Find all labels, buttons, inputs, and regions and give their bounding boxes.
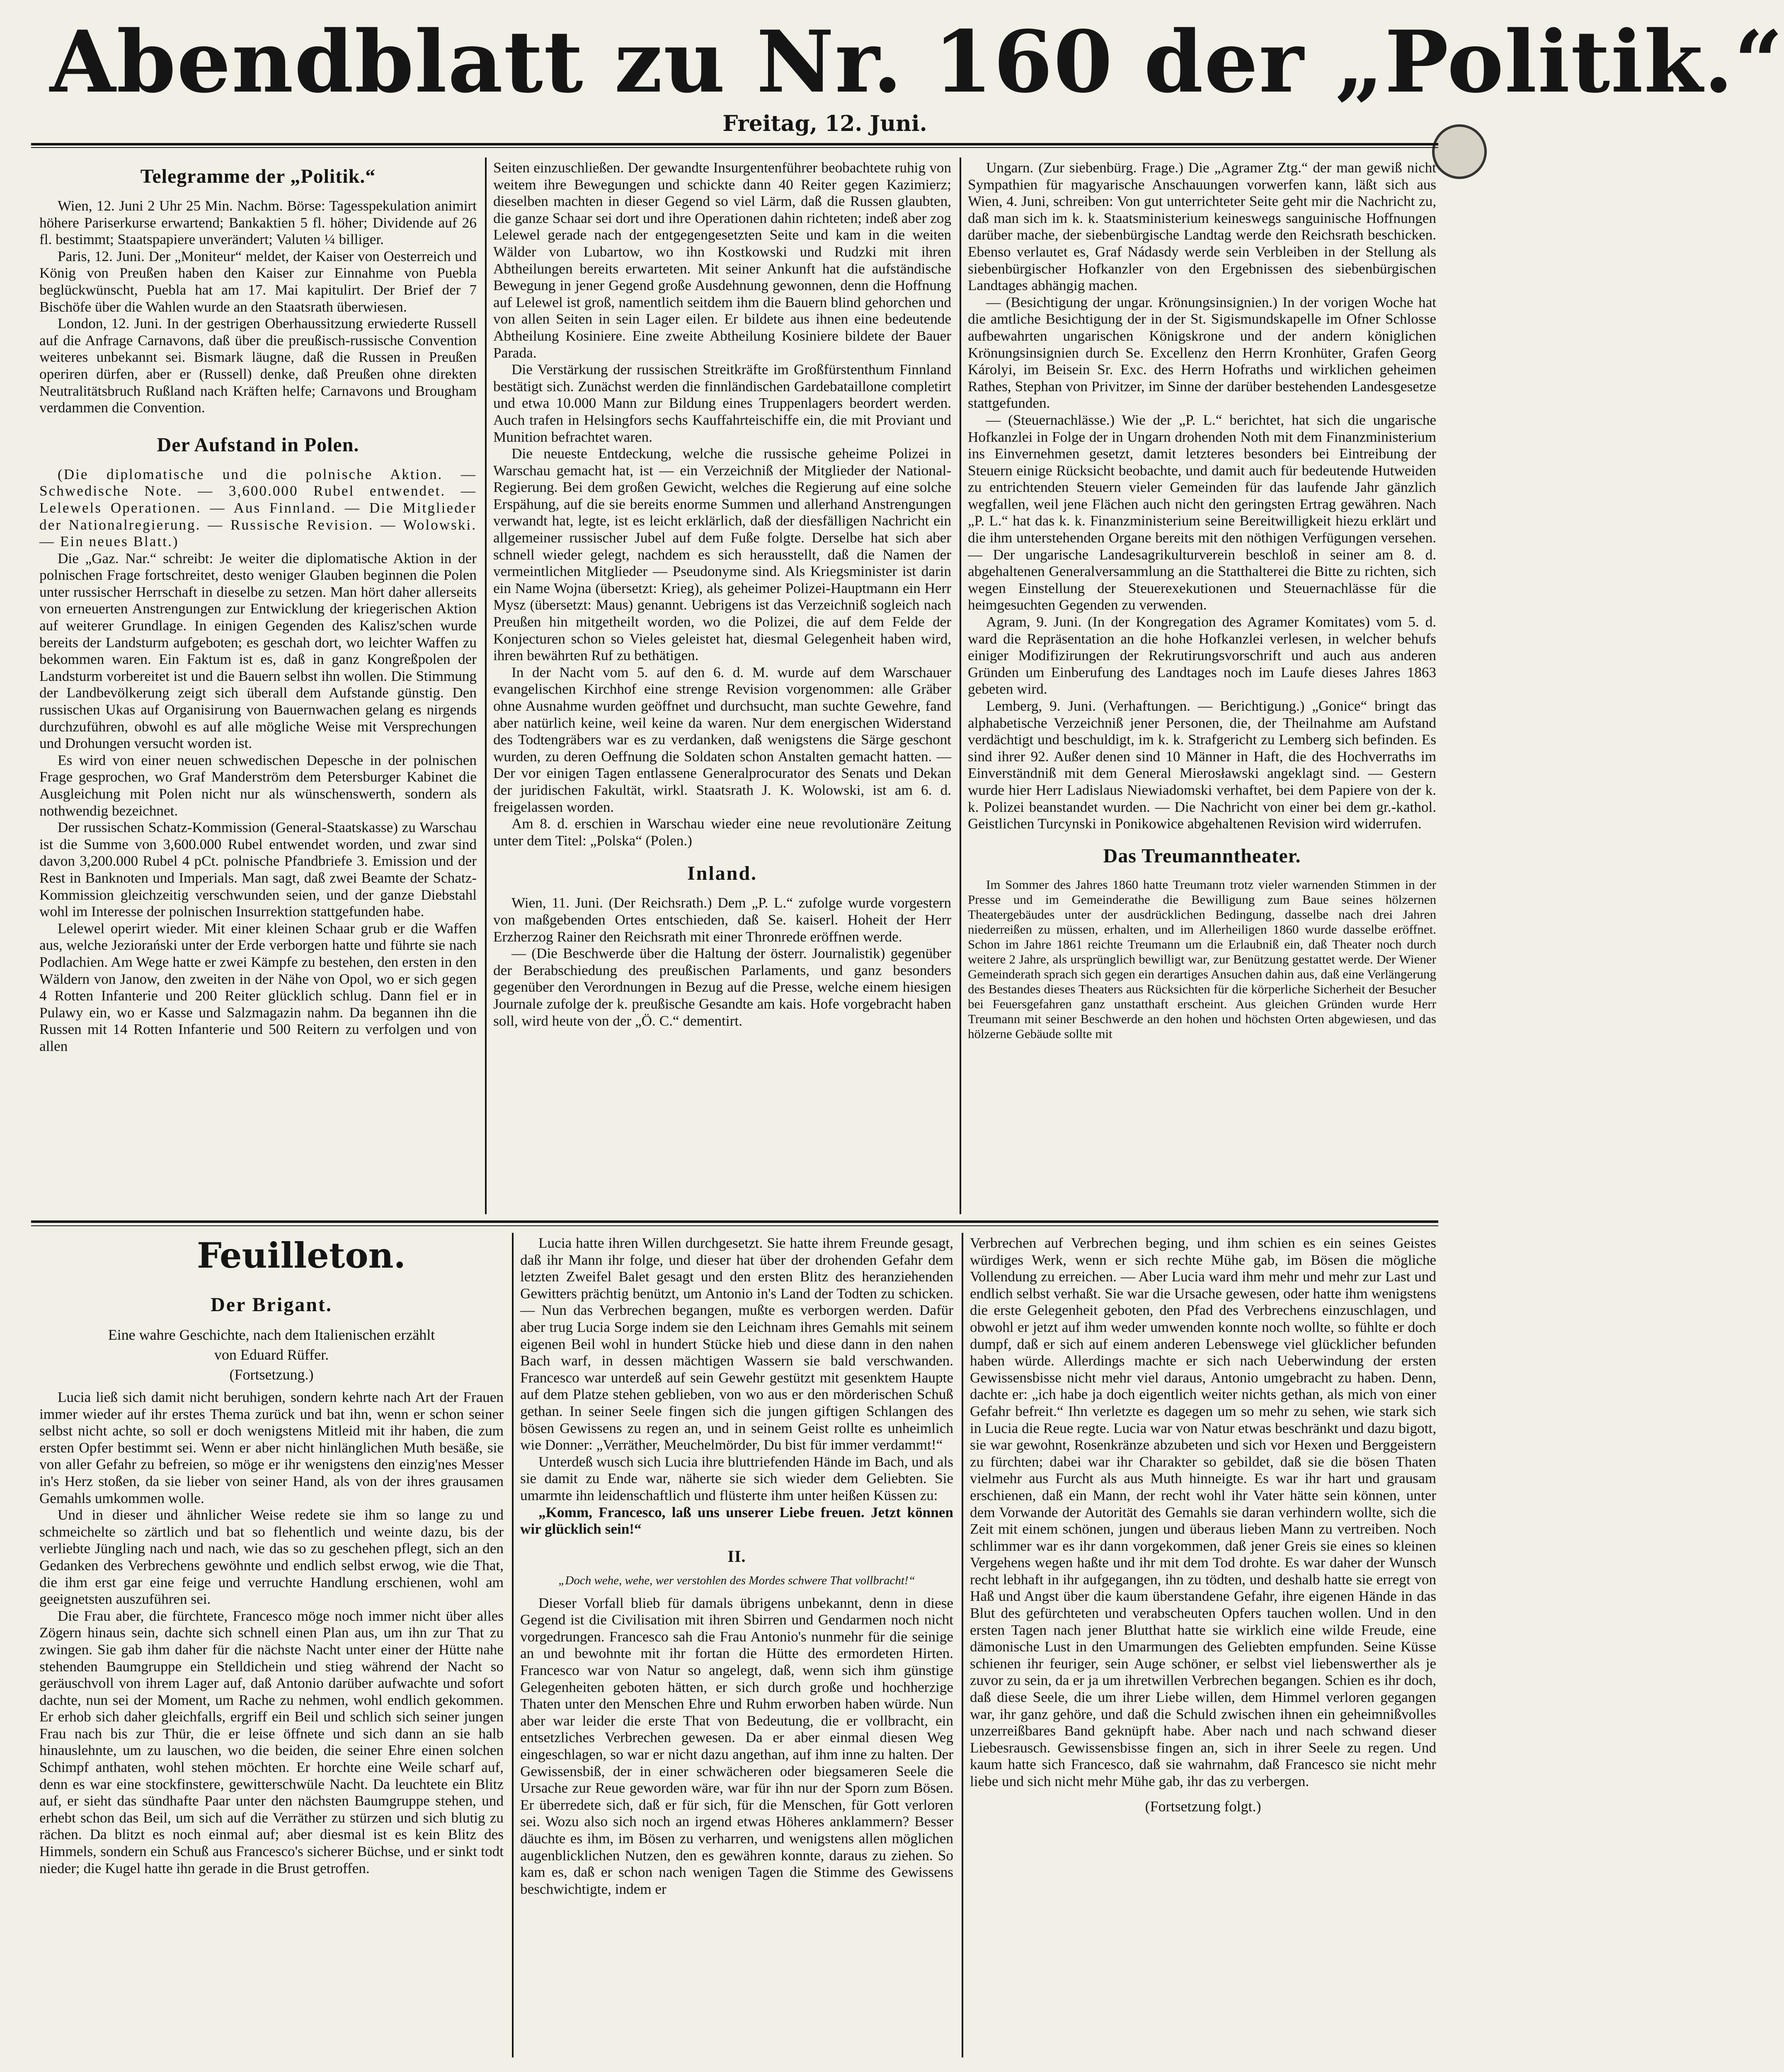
article-paragraph: Es wird von einer neuen schwedischen Depesche in der polnischen Frage gesprochen, wo Graf Manderström dem Petersburger Kabinet die Ausgleichung mit Polen nicht nur als wünschenswerth, sondern als nothwendig bezeichnet. xyxy=(39,752,477,819)
telegram: Wien, 12. Juni 2 Uhr 25 Min. Nachm. Börse: Tagesspekulation animirt höhere Pariserkurse erwartend; Bankaktien 5 fl. höher; Dividende auf 26 fl. bestimmt; Staatspapiere unverändert; Valuten ¼ billiger. xyxy=(39,198,477,248)
article-paragraph: Lelewel operirt wieder. Mit einer kleinen Schaar grub er die Waffen aus, welche Jeziorański unter der Erde verborgen hatte und führte sie nach Podlachien. Am Wege hatte er zwei Kämpfe zu bestehen, den ersten in den Wäldern von Janow, den zweiten in der Nähe von Opol, wo er sich gegen 4 Rotten Infanterie und 200 Reiter glücklich schlug. Dann fiel er in Pulawy ein, wo er Kasse und Salzmagazin nahm. Da begannen ihn die Russen mit 14 Rotten Infanterie und 500 Reitern zu verfolgen und von allen xyxy=(39,920,477,1054)
article-paragraph: Die „Gaz. Nar.“ schreibt: Je weiter die diplomatische Aktion in der polnischen Frage fortschreitet, desto weniger Glauben beginnen die Polen unter russischer Herrschaft in dieselbe zu setzen. Man hört daher allerseits von erneuerten Anstrengungen zur Entwicklung der kriegerischen Aktion auf weiterer Grundlage. In einigen Gegenden des Kalisz'schen wurde bereits der Landsturm aufgeboten; es geschah dort, wo leichter Waffen zu bekommen waren. Ein Faktum ist es, daß in ganz Kongreßpolen der Landsturm vorbereitet ist und die Bauern selbst ihn wollen. Die Stimmung der Landbevölkerung zeigt sich überall dem Aufstande günstig. Den russischen Ukas auf Organisirung von Bauernwachen gelang es nirgends durchzuführen, obwohl es auf alle mögliche Weise mit Versprechungen und Drohungen versucht worden ist. xyxy=(39,550,477,752)
issue-date: Freitag, 12. Juni. xyxy=(722,111,927,136)
feuilleton-column-2 xyxy=(520,1235,953,2060)
telegram: London, 12. Juni. In der gestrigen Oberhaussitzung erwiederte Russell auf die Anfrage Carnavons, daß über die preußisch-russische Convention weiteres unbekannt sei. Bismark läugne, daß die Russen in Preußen operiren dürfen, aber er (Russell) denke, daß Preußen ohne direkten Neutralitätsbruch Rußland nach Kräften helfe; Carnavons und Brougham verdammen die Convention. xyxy=(39,315,477,416)
story-paragraph: Verbrechen auf Verbrechen beging, und ihm schien es ein seines Geistes würdiges Werk, wenn er sich rechte Mühe gab, im Bösen die mögliche Vollendung zu erreichen. — Aber Lucia ward ihm mehr und mehr zur Last und endlich selbst verhaßt. Sie war die Ursache gewesen, oder hatte ihm wenigstens die erste Gelegenheit geboten, den Pfad des Verbrechens einzuschlagen, und obwohl er jetzt auf ihm weder umwenden konnte noch wollte, so fühlte er doch dumpf, daß er sich auf einem anderen Lebenswege viel glücklicher befunden haben würde. Allerdings machte er sich nach Ueberwindung der ersten Gewissensbisse nicht mehr viel daraus, Antonio umgebracht zu haben. Denn, dachte er: „ich habe ja doch eigentlich weiter nichts gethan, als mich von einer Gefahr befreit.“ Ihn verletzte es dagegen um so mehr zu sehen, wie stark sich in Lucia die Reue regte. Lucia war von Natur etwas beschränkt und dazu bigott, sie war gewohnt, Rosenkränze abzubeten und sich vor Hexen und Berggeistern zu fürchten; dabei war ihr Charakter so gebildet, daß sie die bösen Thaten vielmehr aus Furcht als aus Muth hinneigte. Es war ihr hart und grausam erschienen, daß ein Mann, der recht wohl ihr Vater hätte sein können, unter dem Vorwande der Autorität des Gemahls sie daran verhindern wollte, sich die Zeit mit einem schönen, jungen und überaus lieben Mann zu vertreiben. Noch schlimmer war es ihr dann vorgekommen, daß jener Greis sie eines so kleinen Vergehens wegen haßte und ihr mit dem Tod drohte. Es war daher der Wunsch recht lebhaft in ihr aufgegangen, ihn zu tödten, und deshalb hatte sie erregt von Haß und Angst über die kaum überstandene Gefahr, ihre eigenen Hände in das Blut des gefürchteten und verabscheuten Opfers tauchen wollen. Und in den ersten Tagen nach jener Blutthat hatte sie wirklich eine wilde Freude, eine dämonische Lust in den Umarmungen des Geliebten empfunden. Seine Küsse schienen ihr feuriger, sein Auge schöner, er selbst viel liebenswerther als je zuvor zu sein, da er ja um ihretwillen Verbrechen begangen. Schien es ihr doch, daß diese Seele, die um ihrer Liebe willen, dem Himmel verloren gegangen war, ihr ganz gehöre, und daß die Schuld zwischen ihnen ein geheimnißvolles unzerreißbares Band geknüpft habe. Aber nach und nach schwand dieser Liebesrausch. Gewissensbisse fingen an, sich in ihrer Seele zu regen. Und kaum hatte sich Francesco, daß sie wahrnahm, daß Francesco sie nicht mehr liebe und sich nicht mehr Mühe gab, ihr das zu verbergen. xyxy=(970,1235,1436,1789)
story-paragraph: Dieser Vorfall blieb für damals übrigens unbekannt, denn in diese Gegend ist die Civilisation mit ihren Sbirren und Gendarmen noch nicht vorgedrungen. Francesco sah die Frau Antonio's nunmehr für die seinige an und bewohnte mit ihr fortan die Hütte des ermordeten Hirten. Francesco war von Natur so angelegt, daß, wenn sich ihm günstige Gelegenheiten geboten hätten, er sich durch große und hochherzige Thaten unter den Menschen Ehre und Ruhm erworben haben würde. Nun aber war leider die erste That von Bedeutung, die er vollbracht, ein entsetzliches Verbrechen gewesen. Da er aber einmal diesen Weg eingeschlagen, so war er nicht dazu angethan, auf ihm inne zu halten. Der Gewissensbiß, der in einer schwächeren oder biegsameren Seele die Ursache zur Reue geworden wäre, war für ihn nur der Sporn zum Bösen. Er überredete sich, daß er für sich, für die Menschen, für Gott verloren sei. Wozu also sich noch an irgend etwas Höheres anklammern? Besser däuchte es ihm, im Bösen zu verharren, und wenigstens allen möglichen augenblicklichen Nutzen, den es gewähren konnte, daraus zu ziehen. So kam es, daß er schon nach wenigen Tagen die Stimme des Gewissens beschwichtigte, indem er xyxy=(520,1595,953,1897)
to-be-continued: (Fortsetzung folgt.) xyxy=(1145,1798,1261,1815)
article-paragraph: In der Nacht vom 5. auf den 6. d. M. wurde auf dem Warschauer evangelischen Kirchhof eine strenge Revision vorgenommen: alle Gräber ohne Ausnahme wurden geöffnet und durchsucht, man suchte Gewehre, fand aber natürlich keine, weil keine da waren. Nur dem energischen Widerstand des Todtengräbers war es zu verdanken, daß wenigstens die Särge geschont wurden, zu deren Oeffnung die Soldaten schon Anstalten gemacht hatten. — Der vor einigen Tagen entlassene Generalprocurator des Senats und Dekan der juridischen Fakultät, wirkl. Staatsrath J. K. Wolowski, ist am 6. d. freigelassen worden. xyxy=(493,664,951,815)
story-subtitle: Eine wahre Geschichte, nach dem Italienischen erzählt xyxy=(108,1326,435,1343)
article-paragraph: Seiten einzuschließen. Der gewandte Insurgentenführer beobachtete ruhig von weitem ihre Bewegungen und schickte dann 40 Reiter gegen Kazimierz; dieselben machten in dieser Gegend so viel Lärm, daß die Russen glaubten, die ganze Schaar sei dort und ihre Operationen dahin richteten; indeß aber zog Lelewel gerade nach der entgegengesetzten Seite und kam in die weiten Wälder von Lubartow, wo ihn Kostkowski und Rudzki mit ihren Abtheilungen bereits erwarteten. Mit seiner Ankunft hat die aufständische Bewegung in jener Gegend große Ausdehnung gewonnen, denn die Hoffnung auf Lelewel ist groß, namentlich seitdem ihm die Bauern blind gehorchen und von allen Seiten in sein Lager eilen. Er bildete aus ihnen eine bedeutende Abtheilung Kosiniere. Eine zweite Abtheilung Kosiniere bildete der Bauer Parada. xyxy=(493,160,951,361)
article-paragraph: Agram, 9. Juni. (In der Kongregation des Agramer Komitates) vom 5. d. ward die Repräsentation an die hohe Hofkanzlei verlesen, in welcher behufs einiger Modifizirungen der Rekrutirungsvorschrift und auch aus anderen Gründen um Einberufung des Landtages noch im Laufe dieses Jahres 1863 gebeten wird. xyxy=(968,614,1436,697)
masthead-rule xyxy=(31,143,1438,145)
feuilleton-column-3 xyxy=(970,1235,1436,2060)
story-paragraph: Lucia ließ sich damit nicht beruhigen, sondern kehrte nach Art der Frauen immer wieder auf ihr erstes Thema zurück und bat ihn, wenn er schon seiner selbst nicht achte, so soll er doch wenigstens Mitleid mit ihr haben, die zum ersten Opfer bestimmt sei. Wenn er aber nicht hinlänglichen Muth besäße, sie von aller Gefahr zu befreien, so möge er ihr wenigstens den einzig'nes Messer in's Herz stoßen, da sie lieber von seiner Hand, als von der ihres grausamen Gemahls umkommen wolle. xyxy=(39,1389,504,1506)
telegram: Paris, 12. Juni. Der „Moniteur“ meldet, der Kaiser von Oesterreich und König von Preußen haben den Kaiser zur Einnahme von Puebla beglückwünscht, Puebla hat am 17. Mai kapitulirt. Der Brief der 7 Bischöfe über die Wahlen wurde an den Staatsrath überwiesen. xyxy=(39,248,477,315)
section-heading-telegrams: Telegramme der „Politik.“ xyxy=(140,165,376,187)
article-paragraph: — (Besichtigung der ungar. Krönungsinsignien.) In der vorigen Woche hat die amtliche Besichtigung der in der St. Sigismundskapelle im Ofner Schlosse aufbewahrten ungarischen Königskrone und der andern königlichen Krönungsinsignien durch Se. Excellenz den Herrn Kronhüter, Grafen Georg Károlyi, im Beisein Sr. Exc. des Herrn Hofraths und wirklichen geheimen Rathes, Stephan von Privitzer, im Sinne der darüber bestehenden Landesgesetze stattgefunden. xyxy=(968,294,1436,411)
chapter-motto: „Doch wehe, wehe, wer verstohlen des Mordes schwere That vollbracht!“ xyxy=(558,1573,915,1587)
column-divider xyxy=(962,1233,963,2057)
feuilleton-heading: Feuilleton. xyxy=(197,1235,406,1276)
article-paragraph: Am 8. d. erschien in Warschau wieder eine neue revolutionäre Zeitung unter dem Titel: „Polska“ (Polen.) xyxy=(493,816,951,849)
story-continuation-note: (Fortsetzung.) xyxy=(229,1366,314,1383)
section-heading-inland: Inland. xyxy=(687,862,758,885)
feuilleton-column-1 xyxy=(39,1235,504,2060)
story-title: Der Brigant. xyxy=(211,1294,332,1316)
column-divider xyxy=(512,1233,514,2057)
section-heading-poland: Der Aufstand in Polen. xyxy=(157,433,359,456)
column-divider xyxy=(485,157,487,1214)
story-author: von Eduard Rüffer. xyxy=(214,1346,329,1363)
story-paragraph: Die Frau aber, die fürchtete, Francesco möge noch immer nicht über alles Zögern hinaus sein, dachte sich schnell einen Plan aus, um ihn zur That zu zwingen. Sie gab ihm daher für die nächste Nacht unter einer der Hütte nahe stehenden Baumgruppe ein Stelldichein und stieg während der Nacht so geräuschvoll von ihrem Lager auf, daß Antonio darüber aufwachte und sofort dachte, nun sei der Moment, um Rache zu nehmen, wohl endlich gekommen. Er erhob sich daher gleichfalls, ergriff ein Beil und schlich sich seiner jungen Frau nach bis zur Thür, die er leise öffnete und sich dann an sie halb hinauslehnte, um zu lauschen, wo die beiden, die seiner Ehre einen solchen Schimpf anthaten, wohl stehen möchten. Er horchte eine Weile scharf auf, denn es war eine stockfinstere, gewitterschwüle Nacht. Da leuchtete ein Blitz auf, er sieht das sündhafte Paar unter den nächsten Baumgruppe stehen, und erhebt schon das Beil, um sich auf die Verräther zu stürzen und sich blutig zu rächen. Da blitzt es noch einmal auf; aber diesmal ist es kein Blitz des Himmels, sondern ein Schuß aus Francesco's sicherer Büchse, und er sinkt todt nieder; die Kugel hatte ihn gerade in die Brust getroffen. xyxy=(39,1607,504,1876)
column-3 xyxy=(968,160,1436,1212)
article-paragraph: Lemberg, 9. Juni. (Verhaftungen. — Berichtigung.) „Gonice“ bringt das alphabetische Verzeichniß jener Personen, die, der Theilnahme am Aufstand verdächtigt und beschuldigt, im k. k. Strafgericht zu Lemberg sich befinden. Es sind ihrer 92. Außer denen sind 10 Männer in Haft, die des Hochverraths im Einverständniß mit dem General Mierosławski angeklagt sind. — Gestern wurde hier Herr Ladislaus Niewiadomski verhaftet, bei dem Papiere von der k. k. Polizei beanstandet wurden. — Die Nachricht von einer bei dem gr.-kathol. Geistlichen Turcynski in Ponikowice abgehaltenen Revision wird widerrufen. xyxy=(968,698,1436,832)
story-paragraph: „Komm, Francesco, laß uns unserer Liebe freuen. Jetzt können wir glücklich sein!“ xyxy=(520,1504,953,1537)
masthead-rule-thin xyxy=(31,147,1438,148)
article-summary: (Die diplomatische und die polnische Aktion. — Schwedische Note. — 3,600.000 Rubel entwendet. — Lelewels Operationen. — Aus Finnland. — Die Mitglieder der Nationalregierung. — Russische Revision. — Wolowski. — Ein neues Blatt.) xyxy=(39,466,477,550)
masthead-title: Abendblatt zu Nr. 160 der „Politik.“ xyxy=(50,12,1784,112)
article-paragraph: Ungarn. (Zur siebenbürg. Frage.) Die „Agramer Ztg.“ der man gewiß nicht Sympathien für magyarische Anschauungen vorwerfen kann, läßt sich aus Wien, 4. Juni, schreiben: Von gut unterrichteter Seite geht mir die Nachricht zu, daß man sich im k. k. Staatsministerium keineswegs sanguinische Hoffnungen darüber mache, der siebenbürgische Landtag werde den Reichsrath beschicken. Ebenso verlautet es, Graf Nádasdy werde sein Verbleiben in der Stellung als siebenbürgischer Hofkanzler von den Ergebnissen des siebenbürgischen Landtages abhängig machen. xyxy=(968,160,1436,294)
column-2 xyxy=(493,160,951,1212)
library-stamp xyxy=(1432,124,1487,179)
story-paragraph: Unterdeß wusch sich Lucia ihre bluttriefenden Hände im Bach, und als sie damit zu Ende war, näherte sie sich wieder dem Geliebten. Sie umarmte ihn leidenschaftlich und flüsterte ihm unter heißen Küssen zu: xyxy=(520,1453,953,1503)
article-paragraph: Die neueste Entdeckung, welche die russische geheime Polizei in Warschau gemacht hat, ist — ein Verzeichniß der Mitglieder der National-Regierung. Bei dem großen Gewicht, welches die Regierung auf eine solche Erspähung, auf die sie bereits enorme Summen und allerhand Anstrengungen verwandt hat, legte, ist es leicht erklärlich, daß der diesfälligen Nachricht ein allgemeiner russischer Jubel auf dem Fuße folgte. Derselbe hat sich aber schnell wieder gelegt, nachdem es sich herausstellt, daß die Namen der vermeintlichen Mitglieder — Pseudonyme sind. Als Kriegsminister ist darin ein Name Wojna (übersetzt: Krieg), als geheimer Polizei-Hauptmann ein Herr Mysz (übersetzt: Maus) genannt. Uebrigens ist das Verzeichniß sogleich nach Preußen hin mitgetheilt worden, wo die Polizei, die auf dem Felde der Konjecturen schon so Vieles geleistet hat, diesmal Gelegenheit haben wird, ihren bewährten Ruf zu bethätigen. xyxy=(493,445,951,664)
article-paragraph: Wien, 11. Juni. (Der Reichsrath.) Dem „P. L.“ zufolge wurde vorgestern von maßgebenden Ortes entschieden, daß Se. kaiserl. Hoheit der Herr Erzherzog Rainer den Reichsrath mit einer Thronrede eröffnen werde. xyxy=(493,895,951,945)
article-paragraph: — (Steuernachlässe.) Wie der „P. L.“ berichtet, hat sich die ungarische Hofkanzlei in Folge der in Ungarn drohenden Noth mit dem Finanzministerium ins Einvernehmen gesetzt, damit letzteres besonders bei Eintreibung der Steuern einige Rücksicht beobachte, und damit auch für bedeutende Hutweiden zu entrichtenden Steuern vieler Gemeinden für das laufende Jahr gänzlich wegfallen, weil jene Flächen auch nicht den geringsten Ertrag gewähren. Nach „P. L.“ hat das k. k. Finanzministerium seine Bereitwilligkeit hiezu erklärt und die ihm unterstehenden Organe bereits mit den nöthigen Verfügungen versehen. — Der ungarische Landesagrikulturverein beschloß in seiner am 8. d. abgehaltenen Generalversammlung an die Statthalterei die Bitte zu richten, sich wegen Einstellung der Steuerexekutionen und Steuernachlässe für die heimgesuchten Gegenden zu verwenden. xyxy=(968,411,1436,613)
column-divider xyxy=(960,157,961,1214)
feuilleton-rule xyxy=(31,1220,1438,1223)
article-paragraph: — (Die Beschwerde über die Haltung der österr. Journalistik) gegenüber der Berabschiedung des preußischen Parlaments, und ganz besonders gegenüber den Verordnungen in Bezug auf die Presse, welche einem hiesigen Journale zufolge der k. preußische Gesandte am kais. Hofe vorgebracht haben soll, wird heute von der „Ö. C.“ dementirt. xyxy=(493,945,951,1029)
chapter-number: II. xyxy=(727,1547,746,1566)
article-paragraph: Der russischen Schatz-Kommission (General-Staatskasse) zu Warschau ist die Summe von 3,600.000 Rubel entwendet worden, und zwar sind davon 3,200.000 Rubel 4 pCt. polnische Pfandbriefe 3. Emission und der Rest in Banknoten und Imperials. Man sagt, daß zwei Beamte der Schatz-Kommission gleichzeitig verschwunden seien, und der ganze Diebstahl wohl im Interesse der polnischen Insurrektion stattgefunden habe. xyxy=(39,819,477,920)
story-paragraph: Lucia hatte ihren Willen durchgesetzt. Sie hatte ihrem Freunde gesagt, daß ihr Mann ihr folge, und dieser hat über der drohenden Gefahr dem letzten Zweifel Balet gesagt und den ersten Blitz des heranziehenden Gewitters prächtig benützt, um Antonio in's Land der Todten zu schicken. — Nun das Verbrechen begangen, mußte es verborgen werden. Dafür aber trug Lucia Sorge indem sie den Leichnam ihres Gemahls mit seinem eigenen Beil wohl in hundert Stücke hieb und diese dann in den nahen Bach warf, in dessen mächtigen Wassern sie bald verschwanden. Francesco war unterdeß auf sein Gewehr gestützt mit gesenktem Haupte auf dem Platze stehen geblieben, von wo aus er den mörderischen Schuß gethan. In seiner Seele fingen sich die jungen giftigen Schlangen des bösen Gewissens zu regen an, und in seinem Geist rollte es unheimlich wie Donner: „Verräther, Meuchelmörder, Du bist für immer verdammt!“ xyxy=(520,1235,953,1453)
feuilleton-rule-thin xyxy=(31,1225,1438,1226)
article-paragraph: Die Verstärkung der russischen Streitkräfte im Großfürstenthum Finnland bestätigt sich. Zunächst werden die finnländischen Gardebataillone completirt und etwa 10.000 Mann zur Bildung eines Truppenlagers beordert werden. Auch trafen in Helsingfors sechs Kauffahrteischiffe ein, die mit Proviant und Munition befrachtet waren. xyxy=(493,361,951,445)
column-1 xyxy=(39,160,477,1212)
section-heading-treumann: Das Treumanntheater. xyxy=(1103,845,1301,867)
article-paragraph: Im Sommer des Jahres 1860 hatte Treumann trotz vieler warnenden Stimmen in der Presse und im Gemeinderathe die Bewilligung zum Baue seines hölzernen Theatergebäudes unter der ausdrücklichen Bedingung, dasselbe nach drei Jahren niederreißen zu müssen, erhalten, und im Allerheiligen 1860 wurde dasselbe eröffnet. Schon im Jahre 1861 reichte Treumann um die Erlaubniß ein, daß Theater noch durch weitere 2 Jahre, als ursprünglich bewilligt war, zur Benützung gestattet werde. Der Wiener Gemeinderath sprach sich gegen ein derartiges Ansuchen dahin aus, daß eine Verlängerung des Bestandes dieses Theaters aus Rücksichten für die körperliche Sicherheit der Besucher bei Feuersgefahren ganz unstatthaft erscheint. Aus gleichen Gründen wurde Herr Treumann mit seiner Beschwerde an den hohen und höchsten Orten abgewiesen, und das hölzerne Gebäude sollte mit xyxy=(968,877,1436,1041)
story-paragraph: Und in dieser und ähnlicher Weise redete sie ihm so lange zu und schmeichelte so zärtlich und bat so flehentlich und weinte dazu, bis der verliebte Jüngling nach und nach, wie das so zu geschehen pflegt, sich an den Gedanken des Verbrechens gewöhnte und endlich selbst erwog, wie die That, die ihm erst gar eine feige und verruchte Handlung erschienen, wohl am geeignetsten auszuführen sei. xyxy=(39,1507,504,1607)
